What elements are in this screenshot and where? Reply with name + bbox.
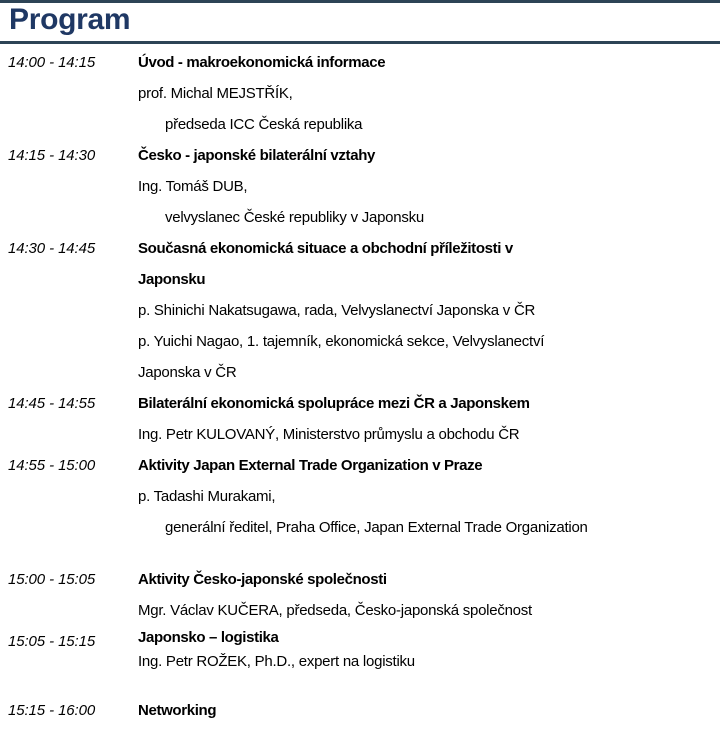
session-title: Aktivity Japan External Trade Organization v Praze — [138, 457, 483, 474]
session-speaker: Mgr. Václav KUČERA, předseda, Česko-japonská společnost — [138, 602, 532, 619]
session-content — [138, 626, 720, 674]
session-title: Úvod - makroekonomická informace — [138, 54, 386, 71]
program-row — [0, 450, 720, 543]
session-time: 14:15 - 14:30 — [8, 147, 96, 164]
program-row — [0, 626, 720, 674]
session-content — [138, 388, 720, 450]
session-content — [138, 47, 720, 140]
session-speaker: p. Shinichi Nakatsugawa, rada, Velvyslanectví Japonska v ČR — [138, 302, 536, 319]
page-header — [0, 3, 720, 41]
session-title: Bilaterální ekonomická spolupráce mezi ČR a Japonskem — [138, 395, 530, 412]
session-time: 15:00 - 15:05 — [8, 571, 96, 588]
row-spacer — [0, 674, 720, 695]
header-divider — [0, 41, 720, 44]
session-title: Aktivity Česko-japonské společnosti — [138, 571, 387, 588]
program-row — [0, 233, 720, 388]
session-title: Networking — [138, 702, 217, 719]
session-speaker: prof. Michal MEJSTŘÍK, — [138, 85, 293, 102]
session-speaker: Ing. Petr ROŽEK, Ph.D., expert na logistiku — [138, 653, 415, 670]
session-title: Současná ekonomická situace a obchodní příležitosti v — [138, 240, 513, 257]
page-title: Program — [9, 3, 131, 36]
session-speaker: Ing. Petr KULOVANÝ, Ministerstvo průmyslu a obchodu ČR — [138, 426, 520, 443]
session-content — [138, 140, 720, 233]
session-time: 14:45 - 14:55 — [8, 395, 96, 412]
program-row — [0, 695, 720, 726]
session-speaker: velvyslanec České republiky v Japonsku — [165, 209, 424, 226]
program-schedule-list — [0, 47, 720, 726]
session-content — [138, 450, 720, 543]
session-speaker: generální ředitel, Praha Office, Japan External Trade Organization — [165, 519, 588, 536]
session-speaker: p. Tadashi Murakami, — [138, 488, 276, 505]
session-speaker: Ing. Tomáš DUB, — [138, 178, 248, 195]
session-title: Japonsku — [138, 271, 206, 288]
program-row — [0, 388, 720, 450]
session-time: 14:30 - 14:45 — [8, 240, 96, 257]
session-speaker: p. Yuichi Nagao, 1. tajemník, ekonomická sekce, Velvyslanectví — [138, 333, 545, 350]
program-row — [0, 140, 720, 233]
row-spacer — [0, 543, 720, 564]
session-time: 15:15 - 16:00 — [8, 702, 96, 719]
session-title: Japonsko – logistika — [138, 629, 279, 646]
session-time: 15:05 - 15:15 — [8, 633, 96, 650]
session-time: 14:00 - 14:15 — [8, 54, 96, 71]
session-time: 14:55 - 15:00 — [8, 457, 96, 474]
session-content — [138, 564, 720, 626]
session-title: Česko - japonské bilaterální vztahy — [138, 147, 376, 164]
program-row — [0, 564, 720, 626]
program-row — [0, 47, 720, 140]
session-speaker: předseda ICC Česká republika — [165, 116, 363, 133]
session-content — [138, 695, 720, 726]
session-content — [138, 233, 720, 388]
session-speaker: Japonska v ČR — [138, 364, 237, 381]
